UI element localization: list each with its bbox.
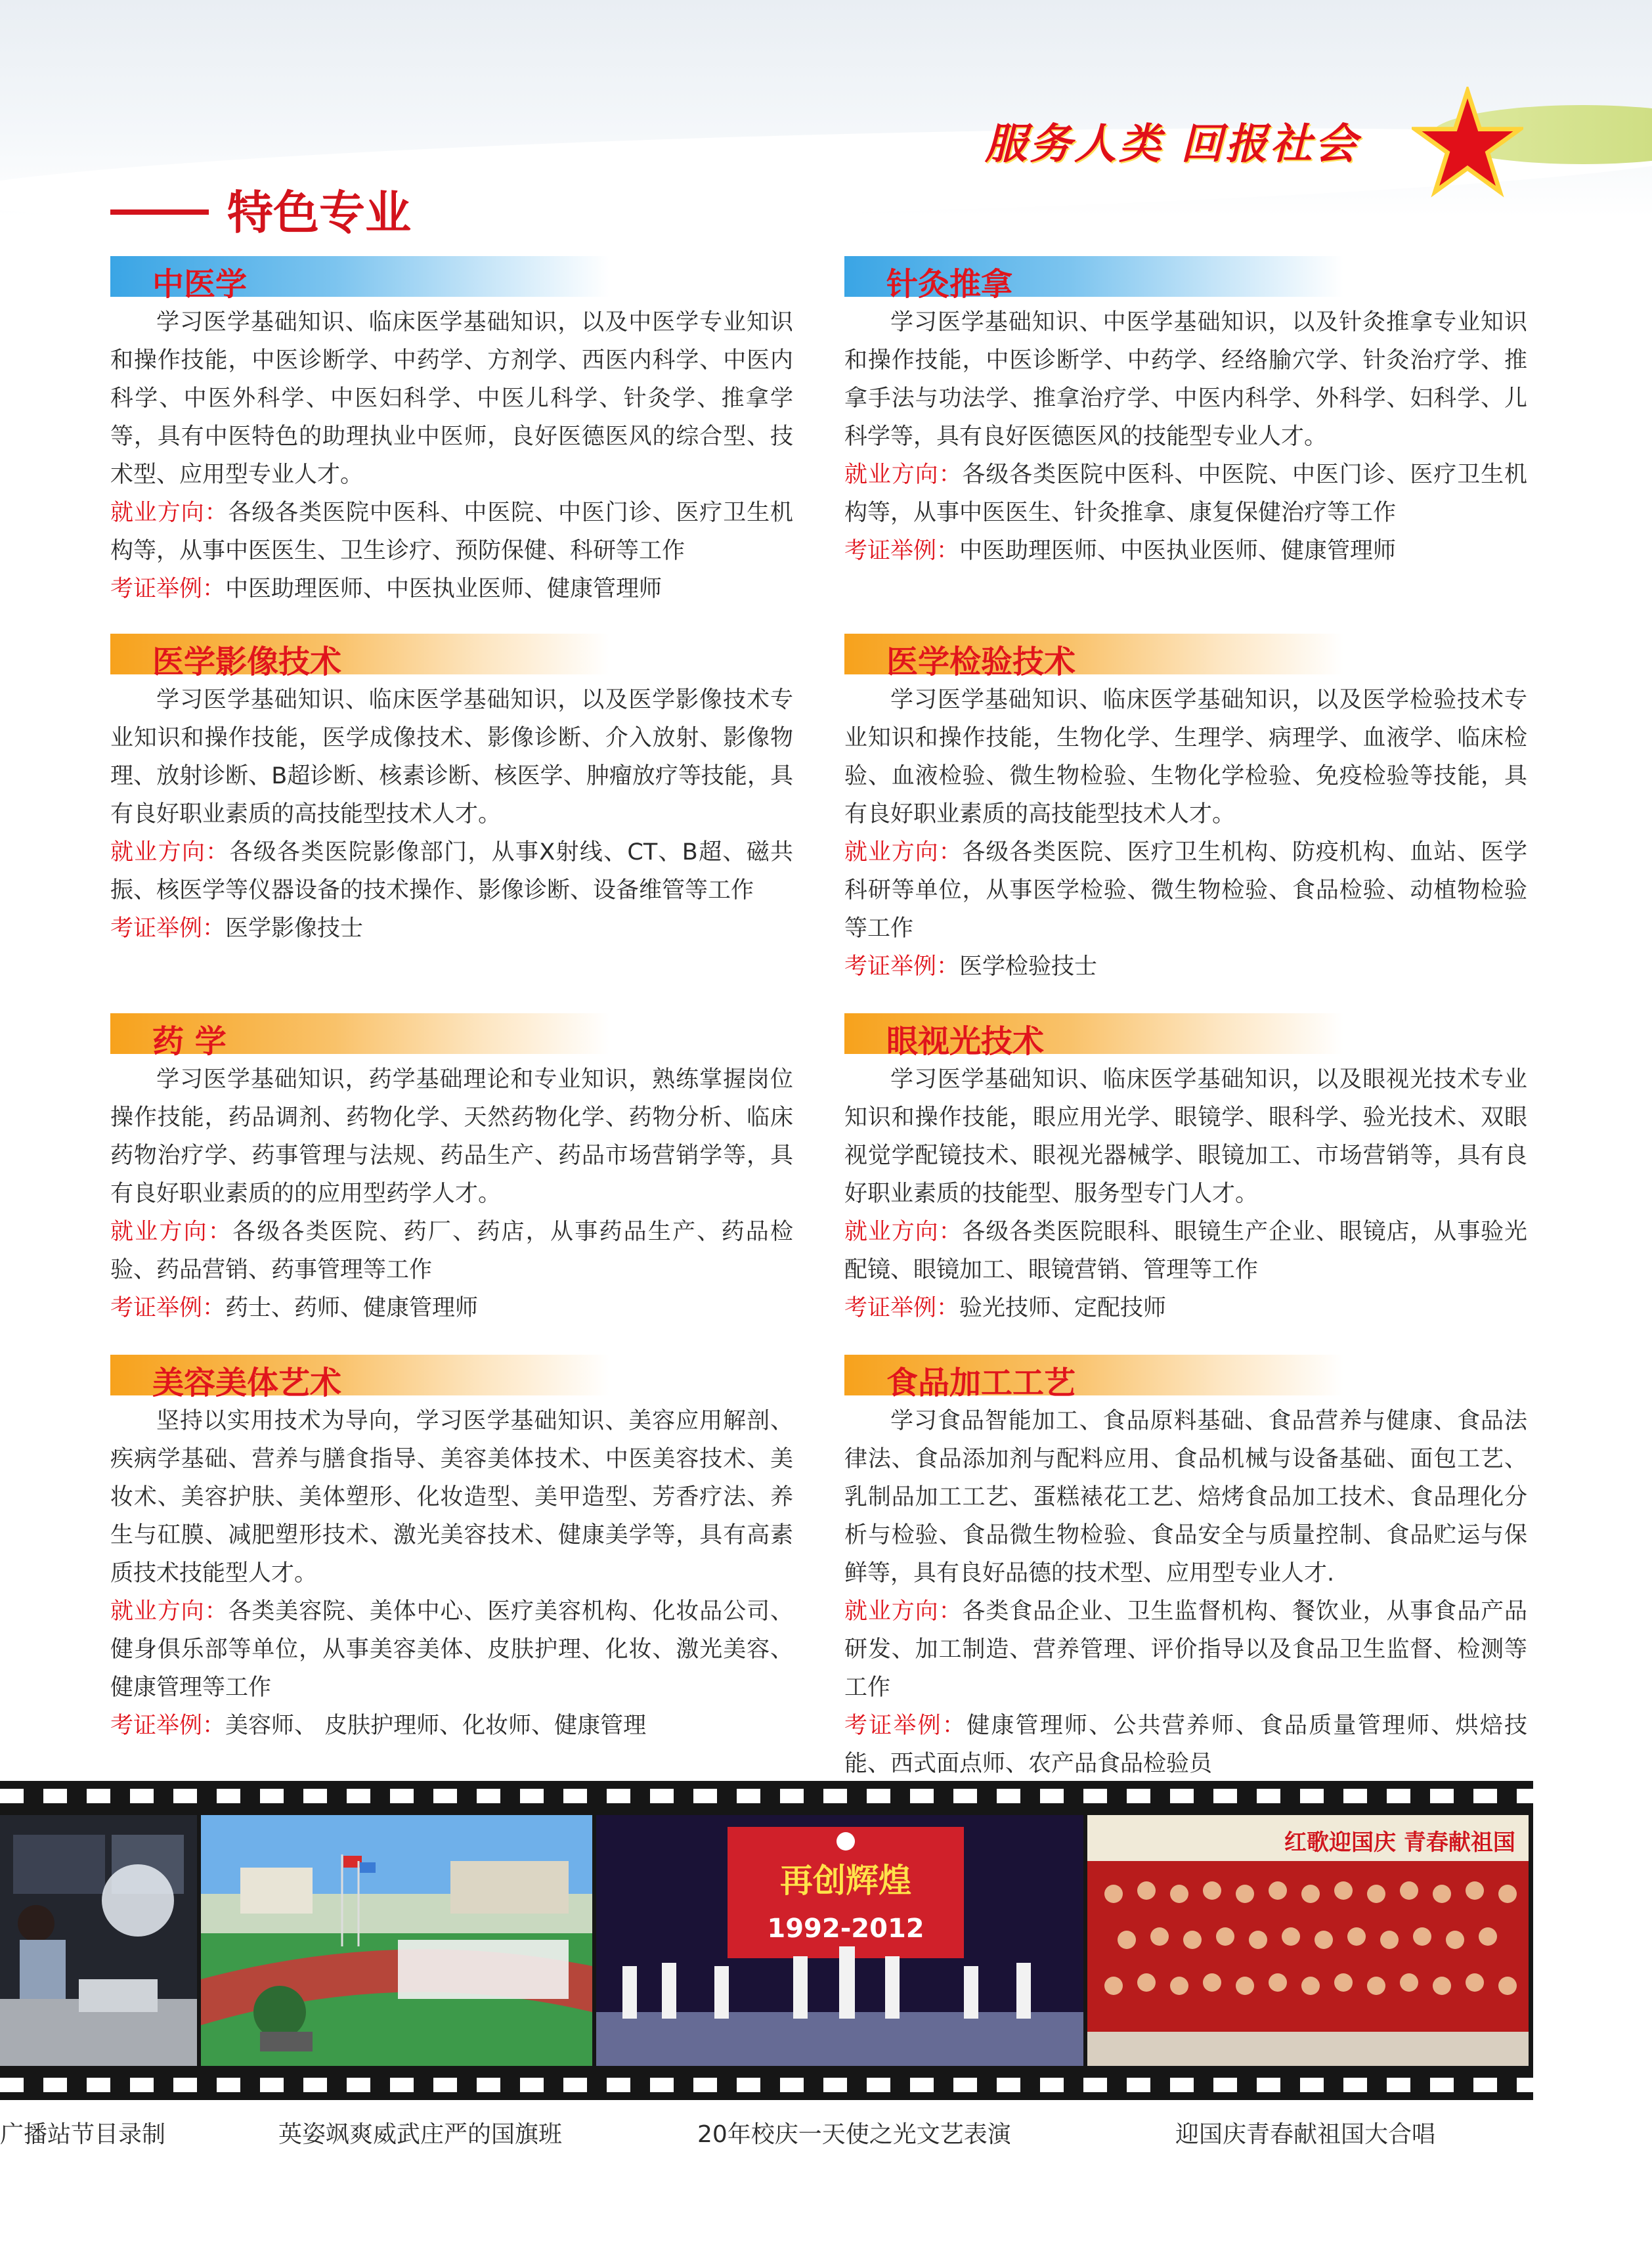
cert-text: 医学检验技士 bbox=[959, 953, 1098, 980]
major-body bbox=[110, 1402, 793, 1745]
film-holes-bottom bbox=[0, 2078, 1533, 2092]
major-block bbox=[844, 1355, 1527, 1783]
cert-text: 中医助理医师、中医执业医师、健康管理师 bbox=[959, 538, 1397, 564]
cert-text: 中医助理医师、中医执业医师、健康管理师 bbox=[225, 576, 663, 602]
major-body bbox=[844, 681, 1527, 986]
major-body bbox=[110, 681, 793, 948]
major-body bbox=[110, 303, 793, 608]
employment-label: 就业方向： bbox=[110, 500, 228, 526]
star-icon bbox=[1412, 87, 1523, 198]
cert-line bbox=[844, 1289, 1527, 1327]
photo-chorus bbox=[1087, 1815, 1529, 2066]
cert-line bbox=[110, 909, 793, 948]
major-heading bbox=[844, 256, 1343, 303]
employment-label: 就业方向： bbox=[110, 839, 230, 866]
major-intro: 坚持以实用技术为导向，学习医学基础知识、美容应用解剖、疾病学基础、营养与膳食指导、美容美体技术、中医美容技术、美妆术、美容护肤、美体塑形、化妆造型、美甲造型、芳香疗法、养生与矼膜、减肥塑形技术、激光美容技术、健康美学等，具有高素质技术技能型人才。 bbox=[110, 1408, 793, 1587]
major-intro: 学习食品智能加工、食品原料基础、食品营养与健康、食品法律法、食品添加剂与配料应用、食品机械与设备基础、面包工艺、乳制品加工工艺、蛋糕裱花工艺、焙烤食品加工技术、食品理化分析与检验、食品微生物检验、食品安全与质量控制、食品贮运与保鲜等，具有良好品德的技术型、应用型专业人才. bbox=[844, 1408, 1527, 1587]
chorus-banner: 红歌迎国庆 青春献祖国 bbox=[1284, 1830, 1515, 1856]
stage-banner-years: 1992-2012 bbox=[767, 1914, 924, 1944]
photo-radio-station bbox=[0, 1815, 197, 2066]
major-title: 医学影像技术 bbox=[152, 644, 342, 680]
employment-label: 就业方向： bbox=[844, 462, 963, 488]
employment-text: 各级各类医院中医科、中医院、中医门诊、医疗卫生机构等，从事中医医生、针灸推拿、康复保健治疗等工作 bbox=[844, 462, 1527, 526]
cert-label: 考证举例： bbox=[110, 1295, 226, 1321]
cert-label: 考证举例： bbox=[844, 1295, 960, 1321]
employment-label: 就业方向： bbox=[844, 1219, 963, 1245]
cert-label: 考证举例： bbox=[844, 1713, 967, 1739]
major-body bbox=[844, 1061, 1527, 1327]
major-heading bbox=[110, 634, 609, 680]
cert-text: 验光技师、定配技师 bbox=[959, 1295, 1167, 1321]
film-holes-top bbox=[0, 1789, 1533, 1803]
cert-text: 药士、药师、健康管理师 bbox=[225, 1295, 479, 1321]
major-intro: 学习医学基础知识、临床医学基础知识，以及眼视光技术专业知识和操作技能，眼应用光学、眼镜学、眼科学、验光技术、双眼视觉学配镜技术、眼视光器械学、眼镜加工、市场营销等，具有良好职业素质的技能型、服务型专门人才。 bbox=[844, 1066, 1527, 1207]
major-title: 药 学 bbox=[152, 1023, 227, 1060]
cert-label: 考证举例： bbox=[844, 953, 960, 980]
major-intro: 学习医学基础知识，药学基础理论和专业知识，熟练掌握岗位操作技能，药品调剂、药物化学、天然药物化学、药物分析、临床药物治疗学、药事管理与法规、药品生产、药品市场营销学等，具有良好职业素质的的应用型药学人才。 bbox=[110, 1066, 793, 1207]
cert-text: 医学影像技士 bbox=[225, 915, 364, 942]
cert-line bbox=[844, 948, 1527, 986]
major-heading bbox=[844, 1013, 1343, 1060]
employment-line bbox=[844, 1592, 1527, 1707]
major-title: 中医学 bbox=[152, 266, 248, 303]
title-dash bbox=[110, 209, 209, 215]
employment-text: 各级各类医院、药厂、药店，从事药品生产、药品检验、药品营销、药事管理等工作 bbox=[110, 1219, 793, 1283]
major-heading bbox=[110, 1355, 609, 1401]
photo-flag-guard-art bbox=[201, 1815, 592, 2066]
employment-label: 就业方向： bbox=[110, 1219, 233, 1245]
cert-label: 考证举例： bbox=[110, 1713, 226, 1739]
film-strip bbox=[0, 1781, 1533, 2100]
cert-line bbox=[110, 570, 793, 608]
major-intro: 学习医学基础知识、中医学基础知识，以及针灸推拿专业知识和操作技能，中医诊断学、中药学、经络腧穴学、针灸治疗学、推拿手法与功法学、推拿治疗学、中医内科学、外科学、妇科学、儿科学等，具有良好医德医风的技能型专业人才。 bbox=[844, 309, 1527, 450]
cert-line bbox=[110, 1289, 793, 1327]
cert-line bbox=[110, 1707, 793, 1745]
major-heading bbox=[844, 634, 1343, 680]
employment-text: 各类美容院、美体中心、医疗美容机构、化妆品公司、健身俱乐部等单位，从事美容美体、皮肤护理、化妆、激光美容、健康管理等工作 bbox=[110, 1598, 793, 1701]
major-body bbox=[110, 1061, 793, 1327]
major-intro: 学习医学基础知识、临床医学基础知识，以及中医学专业知识和操作技能，中医诊断学、中药学、方剂学、西医内科学、中医内科学、中医外科学、中医妇科学、中医儿科学、针灸学、推拿学等，具有中医特色的助理执业中医师，良好医德医风的综合型、技术型、应用型专业人才。 bbox=[110, 309, 793, 488]
employment-label: 就业方向： bbox=[110, 1598, 228, 1625]
major-title: 美容美体艺术 bbox=[152, 1365, 342, 1401]
photo-stage-show bbox=[596, 1815, 1083, 2066]
major-title: 针灸推拿 bbox=[886, 266, 1013, 303]
major-heading bbox=[844, 1355, 1343, 1401]
employment-text: 各级各类医院影像部门，从事X射线、CT、B超、磁共振、核医学等仪器设备的技术操作、影像诊断、设备维管等工作 bbox=[110, 839, 793, 904]
major-block bbox=[110, 1355, 793, 1745]
employment-line bbox=[110, 1213, 793, 1289]
major-block bbox=[110, 256, 793, 608]
employment-line bbox=[844, 1213, 1527, 1289]
employment-text: 各级各类医院眼科、眼镜生产企业、眼镜店，从事验光配镜、眼镜加工、眼镜营销、管理等工作 bbox=[844, 1219, 1527, 1283]
photo-caption: 20年校庆一天使之光文艺表演 bbox=[697, 2121, 1011, 2148]
major-heading bbox=[110, 1013, 609, 1060]
major-block bbox=[110, 1013, 793, 1327]
cert-line bbox=[844, 1707, 1527, 1783]
major-intro: 学习医学基础知识、临床医学基础知识，以及医学影像技术专业知识和操作技能，医学成像技术、影像诊断、介入放射、影像物理、放射诊断、B超诊断、核素诊断、核医学、肿瘤放疗等技能，具有良好职业素质的高技能型技术人才。 bbox=[110, 687, 793, 827]
cert-label: 考证举例： bbox=[110, 915, 226, 942]
employment-line bbox=[110, 833, 793, 909]
section-title bbox=[110, 176, 411, 242]
employment-line bbox=[844, 833, 1527, 948]
employment-line bbox=[844, 456, 1527, 532]
major-title: 医学检验技术 bbox=[886, 644, 1076, 680]
major-heading bbox=[110, 256, 609, 303]
stage-banner-title: 再创辉煌 bbox=[780, 1862, 911, 1900]
major-body bbox=[844, 303, 1527, 570]
cert-line bbox=[844, 532, 1527, 570]
cert-text: 健康管理师、公共营养师、食品质量管理师、烘焙技能、西式面点师、农产品食品检验员 bbox=[844, 1713, 1527, 1777]
photo-caption: 广播站节目录制 bbox=[0, 2121, 166, 2148]
major-intro: 学习医学基础知识、临床医学基础知识，以及医学检验技术专业知识和操作技能，生物化学、生理学、病理学、血液学、临床检验、血液检验、微生物检验、生物化学检验、免疫检验等技能，具有良好职业素质的高技能型技术人才。 bbox=[844, 687, 1527, 827]
employment-line bbox=[110, 494, 793, 570]
photo-radio-art bbox=[0, 1815, 197, 2066]
major-block bbox=[110, 634, 793, 948]
cert-label: 考证举例： bbox=[110, 576, 226, 602]
cert-label: 考证举例： bbox=[844, 538, 960, 564]
photo-caption: 英姿飒爽威武庄严的国旗班 bbox=[278, 2121, 563, 2148]
employment-text: 各类食品企业、卫生监督机构、餐饮业，从事食品产品研发、加工制造、营养管理、评价指导以及食品卫生监督、检测等工作 bbox=[844, 1598, 1527, 1701]
cert-text: 美容师、 皮肤护理师、化妆师、健康管理 bbox=[225, 1713, 647, 1739]
employment-text: 各级各类医院、医疗卫生机构、防疫机构、血站、医学科研等单位，从事医学检验、微生物检验、食品检验、动植物检验等工作 bbox=[844, 839, 1527, 942]
slogan: 服务人类 回报社会 bbox=[985, 120, 1360, 169]
photo-caption: 迎国庆青春献祖国大合唱 bbox=[1175, 2121, 1436, 2148]
employment-text: 各级各类医院中医科、中医院、中医门诊、医疗卫生机构等，从事中医医生、卫生诊疗、预防保健、科研等工作 bbox=[110, 500, 793, 564]
major-block bbox=[844, 634, 1527, 986]
employment-label: 就业方向： bbox=[844, 839, 963, 866]
employment-label: 就业方向： bbox=[844, 1598, 963, 1625]
photo-flag-guard bbox=[201, 1815, 592, 2066]
section-title-text: 特色专业 bbox=[227, 186, 411, 240]
major-body bbox=[844, 1402, 1527, 1783]
major-title: 食品加工工艺 bbox=[886, 1365, 1076, 1401]
employment-line bbox=[110, 1592, 793, 1707]
major-block bbox=[844, 256, 1527, 570]
major-title: 眼视光技术 bbox=[886, 1023, 1045, 1060]
major-block bbox=[844, 1013, 1527, 1327]
